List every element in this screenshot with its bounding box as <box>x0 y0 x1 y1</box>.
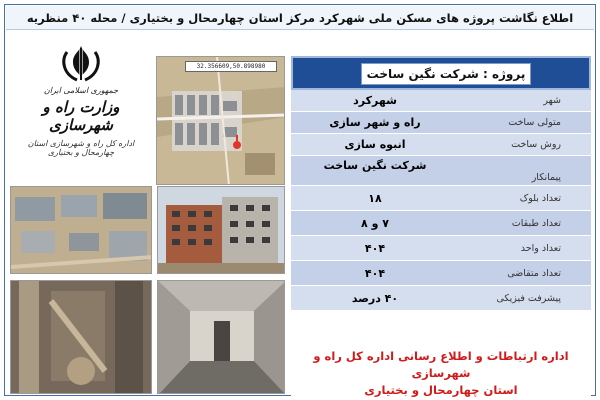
republic-text: جمهوری اسلامی ایران <box>43 86 119 95</box>
department-name: اداره کل راه و شهرسازی استان چهارمحال و بختیاری <box>27 139 135 157</box>
map-coordinates: 32.356609,50.898980 <box>185 61 277 72</box>
aerial-drawing <box>11 187 152 274</box>
info-row <box>291 156 591 186</box>
footer-line-2: استان چهارمحال و بختیاری <box>364 383 518 397</box>
info-row-value: راه و شهر سازی <box>329 116 421 129</box>
interior-construction-photo-2 <box>157 280 285 394</box>
info-row <box>291 134 591 156</box>
footer-line-1: اداره ارتباطات و اطلاع رسانی اداره کل راه و شهرسازی <box>313 349 569 380</box>
map-drawing <box>157 57 285 185</box>
info-row <box>291 186 591 211</box>
info-row-value: ۴۰ درصد <box>351 292 399 305</box>
info-row <box>291 112 591 134</box>
info-row-value: ۴۰۴ <box>364 242 386 255</box>
info-row-value: ۱۸ <box>368 192 382 205</box>
building-drawing <box>158 187 285 274</box>
info-row <box>291 286 591 311</box>
info-row-label: تعداد متقاضی <box>507 268 561 279</box>
aerial-construction-photo <box>10 186 152 274</box>
info-row <box>291 236 591 261</box>
info-row-label: تعداد بلوک <box>519 193 561 204</box>
info-row <box>291 90 591 112</box>
info-row-label: پیمانکار <box>531 172 561 183</box>
interior-drawing-1 <box>11 281 152 394</box>
info-row-label: تعداد واحد <box>520 243 561 254</box>
interior-drawing-2 <box>158 281 285 394</box>
info-row-value: شهرکرد <box>353 94 397 107</box>
project-name-label: پروژه : شرکت نگین ساخت <box>361 63 531 85</box>
building-facade-photo <box>157 186 285 274</box>
info-row-label: پیشرفت فیزیکی <box>496 293 561 304</box>
info-row <box>291 261 591 286</box>
page-title: اطلاع نگاشت پروژه های مسکن ملی شهرکرد مرکز استان چهارمحال و بختیاری / محله ۴۰ منظریه <box>6 6 594 30</box>
info-row-value: ۴۰۴ <box>364 267 386 280</box>
iran-emblem-icon <box>59 44 103 84</box>
info-row-label: تعداد طبقات <box>511 218 561 229</box>
footer-credit <box>291 346 591 396</box>
info-row-label: روش ساخت <box>511 139 561 150</box>
project-info-table <box>291 90 591 311</box>
satellite-map-image <box>156 56 285 185</box>
info-row-label: شهر <box>543 95 561 106</box>
info-row-value: شرکت نگین ساخت <box>323 159 427 172</box>
info-row <box>291 211 591 236</box>
info-row-value: انبوه سازی <box>344 138 406 151</box>
ministry-name: وزارت راه و شهرسازی <box>42 98 120 134</box>
project-header-bar <box>291 56 591 90</box>
ministry-logo-block <box>12 44 150 184</box>
info-row-label: متولی ساخت <box>508 117 561 128</box>
interior-construction-photo-1 <box>10 280 152 394</box>
project-info-panel <box>291 56 591 396</box>
info-row-value: ۷ و ۸ <box>361 217 389 230</box>
